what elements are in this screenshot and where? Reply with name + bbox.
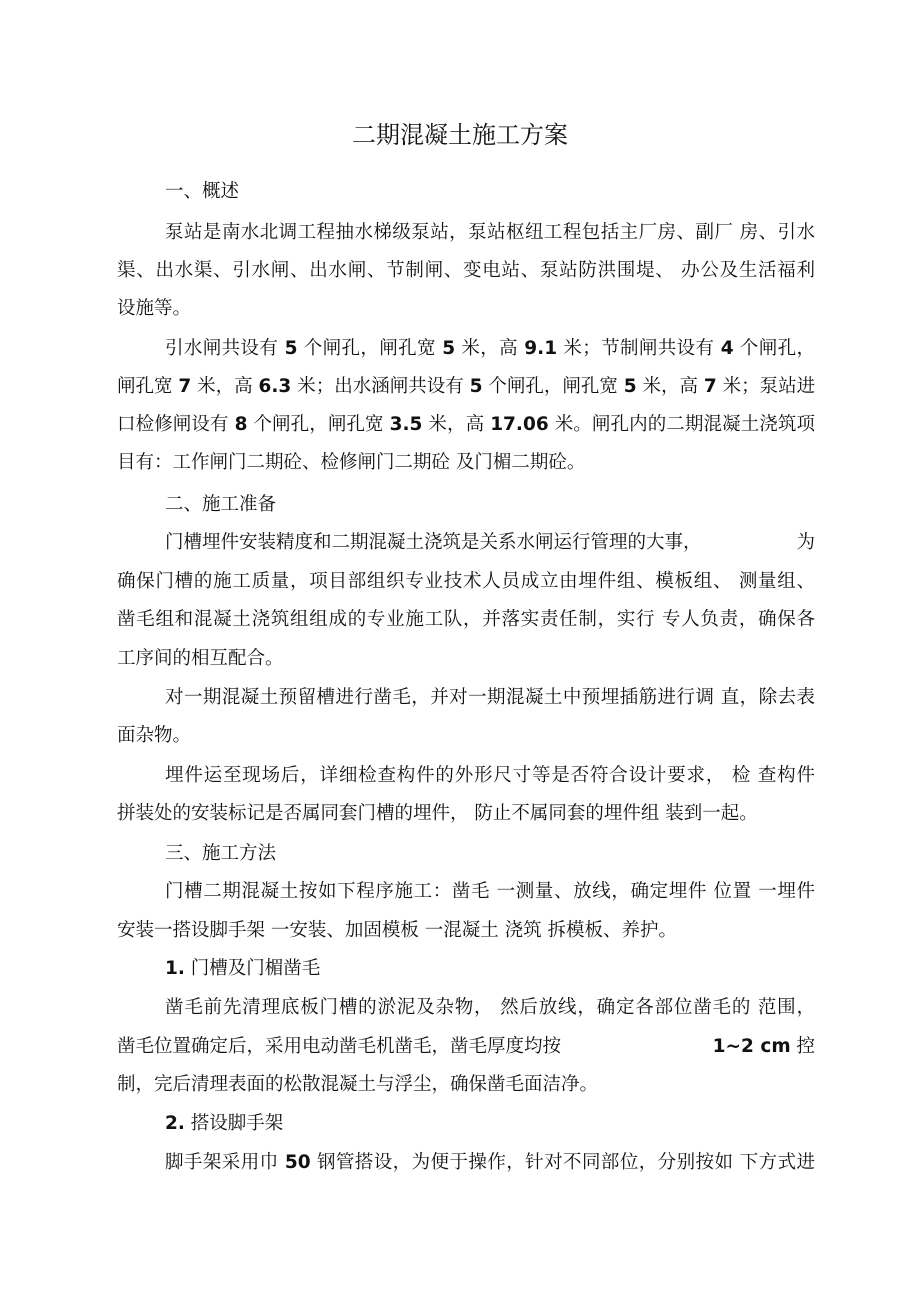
text-segment: 搭设脚手架 xyxy=(184,1113,284,1134)
text-line xyxy=(117,723,815,749)
text-segment: 为 xyxy=(796,532,815,553)
text-line xyxy=(117,258,815,284)
text-segment: 口检修闸设有 xyxy=(117,414,235,435)
text-segment: 门槽埋件安装精度和二期混凝土浇筑是关系水闸运行管理的大事， xyxy=(165,532,702,553)
text-segment: 米，高 xyxy=(636,376,704,397)
text-segment: 一、概述 xyxy=(165,181,240,202)
text-line xyxy=(117,646,815,672)
text-line xyxy=(165,841,815,867)
text-line xyxy=(165,1150,815,1176)
bold-text: 4 xyxy=(720,338,734,359)
text-segment: 凿毛位置确定后，采用电动凿毛机凿毛，凿毛厚度均按 xyxy=(117,1036,562,1057)
text-segment: 米；节制闸共设有 xyxy=(557,338,721,359)
bold-text: 2. xyxy=(165,1113,185,1134)
bold-text: 5 xyxy=(284,338,298,359)
text-line xyxy=(117,918,815,944)
text-segment: 目有：工作闸门二期砼、检修闸门二期砼 及门楣二期砼。 xyxy=(117,452,586,473)
text-segment: 钢管搭设，为便于操作，针对不同部位，分别按如 下方式进 xyxy=(310,1152,815,1173)
text-segment: 安装一搭设脚手架 一安装、加固模板 一混凝土 浇筑 拆模板、养护。 xyxy=(117,920,678,941)
line-left xyxy=(165,530,702,556)
bold-text: 8 xyxy=(234,414,248,435)
text-segment: 门槽二期混凝土按如下程序施工：凿毛 一测量、放线，确定埋件 位置 一埋件 xyxy=(165,881,815,902)
bold-text: 5 xyxy=(469,376,483,397)
text-line xyxy=(165,336,815,362)
text-segment: 个闸孔，闸孔宽 xyxy=(297,338,443,359)
text-segment: 对一期混凝土预留槽进行凿毛，并对一期混凝土中预埋插筋进行调 直，除去表 xyxy=(165,687,815,708)
document-title: 二期混凝土施工方案 xyxy=(352,121,568,149)
text-segment: 面杂物。 xyxy=(117,725,192,746)
text-line xyxy=(117,450,815,476)
text-line xyxy=(117,1072,815,1098)
bold-text: 9.1 xyxy=(524,338,558,359)
text-segment: 米，高 xyxy=(191,376,259,397)
text-segment: 闸孔宽 xyxy=(117,376,179,397)
text-segment: 制，完后清理表面的松散混凝土与浮尘，确保凿毛面洁净。 xyxy=(117,1074,599,1095)
text-line xyxy=(165,763,815,789)
text-segment: 控 xyxy=(790,1036,815,1057)
text-segment: 泵站是南水北调工程抽水梯级泵站，泵站枢纽工程包括主厂房、副厂 房、引水 xyxy=(165,222,815,243)
text-line xyxy=(165,220,815,246)
text-line xyxy=(117,374,815,400)
text-line xyxy=(165,530,815,556)
text-line xyxy=(165,492,815,518)
text-segment: 凿毛组和混凝土浇筑组组成的专业施工队，并落实责任制，实行 专人负责，确保各 xyxy=(117,609,815,630)
text-line xyxy=(165,1111,815,1137)
text-segment: 米；出水涵闸共设有 xyxy=(291,376,470,397)
bold-text: 17.06 xyxy=(490,414,549,435)
text-segment: 米。闸孔内的二期混凝土浇筑项 xyxy=(548,414,816,435)
text-segment: 拼装处的安装标记是否属同套门槽的埋件， 防止不属同套的埋件组 装到一起。 xyxy=(117,803,758,824)
line-right xyxy=(796,530,815,556)
bold-text: 7 xyxy=(178,376,192,397)
text-line xyxy=(117,1034,815,1060)
text-segment: 个闸孔，闸孔宽 xyxy=(247,414,390,435)
text-segment: 门槽及门楣凿毛 xyxy=(184,958,321,979)
bold-text: 3.5 xyxy=(389,414,423,435)
text-segment: 个闸孔，闸孔宽 xyxy=(482,376,624,397)
bold-text: 7 xyxy=(703,376,717,397)
bold-text: 6.3 xyxy=(258,376,292,397)
text-line xyxy=(117,607,815,633)
bold-text: 50 xyxy=(284,1152,311,1173)
text-segment: 三、施工方法 xyxy=(165,843,277,864)
bold-text: 5 xyxy=(442,338,456,359)
text-line xyxy=(117,569,815,595)
line-left xyxy=(117,1034,561,1060)
text-segment: 引水闸共设有 xyxy=(165,338,285,359)
text-line xyxy=(165,685,815,711)
text-segment: 渠、出水渠、引水闸、出水闸、节制闸、变电站、泵站防洪围堤、 办公及生活福利 xyxy=(117,260,815,281)
text-segment: 米，高 xyxy=(422,414,491,435)
text-segment: 二、施工准备 xyxy=(165,494,277,515)
line-right xyxy=(713,1034,815,1060)
text-line xyxy=(117,801,815,827)
text-line xyxy=(165,879,815,905)
bold-text: 5 xyxy=(623,376,637,397)
text-segment: 凿毛前先清理底板门槽的淤泥及杂物， 然后放线，确定各部位凿毛的 范围， xyxy=(165,997,815,1018)
text-line xyxy=(117,412,815,438)
bold-text: 1. xyxy=(165,958,185,979)
text-line xyxy=(117,296,815,322)
bold-text: 1~2 cm xyxy=(712,1036,791,1057)
text-segment: 米；泵站进 xyxy=(716,376,816,397)
text-segment: 确保门槽的施工质量，项目部组织专业技术人员成立由埋件组、模板组、 测量组、 xyxy=(117,571,815,592)
text-segment: 设施等。 xyxy=(117,298,192,319)
text-segment: 脚手架采用巾 xyxy=(165,1152,285,1173)
text-segment: 工序间的相互配合。 xyxy=(117,648,284,669)
text-segment: 个闸孔， xyxy=(733,338,816,359)
text-segment: 埋件运至现场后，详细检查构件的外形尺寸等是否符合设计要求， 检 查构件 xyxy=(165,765,815,786)
text-line xyxy=(165,995,815,1021)
text-line xyxy=(165,956,815,982)
text-line xyxy=(165,179,815,205)
text-segment: 米，高 xyxy=(455,338,525,359)
